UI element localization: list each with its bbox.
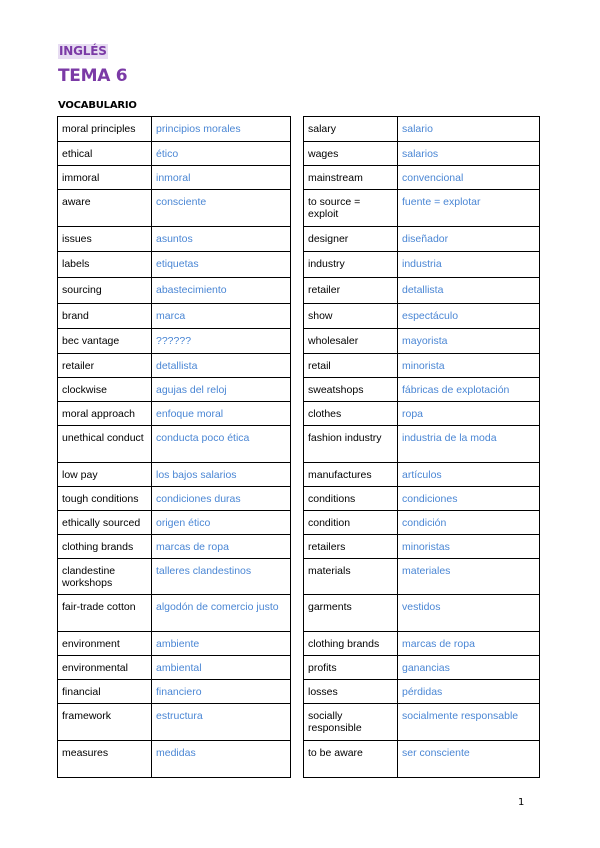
spanish-translation: ambiental (152, 656, 291, 680)
table-row (58, 166, 291, 190)
spanish-translation: principios morales (152, 117, 291, 142)
english-term: low pay (58, 463, 152, 487)
english-term: designer (304, 227, 398, 252)
table-row (304, 304, 540, 329)
english-term: to source = exploit (304, 190, 398, 227)
table-row (304, 278, 540, 304)
table-row (304, 632, 540, 656)
table-row (304, 535, 540, 559)
english-term: losses (304, 680, 398, 704)
table-row (58, 278, 291, 304)
spanish-translation: ganancias (398, 656, 540, 680)
english-term: ethically sourced (58, 511, 152, 535)
table-row (58, 463, 291, 487)
spanish-translation: abastecimiento (152, 278, 291, 304)
vocabulary-table-left (57, 116, 291, 778)
spanish-translation: detallista (398, 278, 540, 304)
spanish-translation: medidas (152, 741, 291, 778)
english-term: mainstream (304, 166, 398, 190)
english-term: financial (58, 680, 152, 704)
table-row (304, 680, 540, 704)
table-row (304, 142, 540, 166)
table-row (58, 704, 291, 741)
page-number: 1 (518, 797, 525, 808)
spanish-translation: industria (398, 252, 540, 278)
table-row (304, 252, 540, 278)
table-row (304, 329, 540, 354)
spanish-translation: inmoral (152, 166, 291, 190)
spanish-translation: ropa (398, 402, 540, 426)
spanish-translation: origen ético (152, 511, 291, 535)
table-row (304, 463, 540, 487)
table-row (304, 741, 540, 778)
table-row (58, 304, 291, 329)
spanish-translation: pérdidas (398, 680, 540, 704)
table-row (58, 426, 291, 463)
table-row (58, 680, 291, 704)
table-row (304, 354, 540, 378)
english-term: retailer (304, 278, 398, 304)
table-row (304, 487, 540, 511)
table-row (58, 190, 291, 227)
table-row (304, 559, 540, 595)
spanish-translation: marca (152, 304, 291, 329)
spanish-translation: estructura (152, 704, 291, 741)
table-row (58, 595, 291, 632)
spanish-translation: artículos (398, 463, 540, 487)
english-term: clockwise (58, 378, 152, 402)
table-row (304, 704, 540, 741)
english-term: materials (304, 559, 398, 595)
spanish-translation: ambiente (152, 632, 291, 656)
table-row (304, 117, 540, 142)
spanish-translation: enfoque moral (152, 402, 291, 426)
spanish-translation: etiquetas (152, 252, 291, 278)
section-heading: VOCABULARIO (58, 100, 137, 111)
spanish-translation: diseñador (398, 227, 540, 252)
spanish-translation: marcas de ropa (152, 535, 291, 559)
english-term: socially responsible (304, 704, 398, 741)
english-term: retailer (58, 354, 152, 378)
spanish-translation: materiales (398, 559, 540, 595)
spanish-translation: consciente (152, 190, 291, 227)
table-row (304, 378, 540, 402)
spanish-translation: salario (398, 117, 540, 142)
spanish-translation: espectáculo (398, 304, 540, 329)
english-term: wages (304, 142, 398, 166)
table-row (304, 402, 540, 426)
table-row (58, 511, 291, 535)
english-term: issues (58, 227, 152, 252)
table-row (58, 117, 291, 142)
spanish-translation: condiciones duras (152, 487, 291, 511)
english-term: moral principles (58, 117, 152, 142)
english-term: tough conditions (58, 487, 152, 511)
spanish-translation: ?????? (152, 329, 291, 354)
english-term: industry (304, 252, 398, 278)
english-term: environment (58, 632, 152, 656)
spanish-translation: los bajos salarios (152, 463, 291, 487)
english-term: to be aware (304, 741, 398, 778)
english-term: clothing brands (304, 632, 398, 656)
english-term: retail (304, 354, 398, 378)
spanish-translation: agujas del reloj (152, 378, 291, 402)
table-row (304, 426, 540, 463)
english-term: brand (58, 304, 152, 329)
english-term: environmental (58, 656, 152, 680)
english-term: clothes (304, 402, 398, 426)
table-row (58, 741, 291, 778)
spanish-translation: mayorista (398, 329, 540, 354)
english-term: show (304, 304, 398, 329)
english-term: condition (304, 511, 398, 535)
table-row (58, 329, 291, 354)
english-term: garments (304, 595, 398, 632)
english-term: immoral (58, 166, 152, 190)
table-row (304, 190, 540, 227)
table-row (58, 378, 291, 402)
spanish-translation: minorista (398, 354, 540, 378)
spanish-translation: conducta poco ética (152, 426, 291, 463)
english-term: sourcing (58, 278, 152, 304)
english-term: moral approach (58, 402, 152, 426)
table-row (58, 487, 291, 511)
table-row (58, 632, 291, 656)
spanish-translation: fuente = explotar (398, 190, 540, 227)
english-term: fashion industry (304, 426, 398, 463)
english-term: sweatshops (304, 378, 398, 402)
spanish-translation: condiciones (398, 487, 540, 511)
vocabulary-table-right (303, 116, 540, 778)
english-term: manufactures (304, 463, 398, 487)
english-term: labels (58, 252, 152, 278)
spanish-translation: financiero (152, 680, 291, 704)
spanish-translation: vestidos (398, 595, 540, 632)
spanish-translation: ser consciente (398, 741, 540, 778)
english-term: ethical (58, 142, 152, 166)
spanish-translation: convencional (398, 166, 540, 190)
table-row (58, 142, 291, 166)
english-term: bec vantage (58, 329, 152, 354)
english-term: aware (58, 190, 152, 227)
topic-heading: TEMA 6 (58, 66, 128, 86)
english-term: measures (58, 741, 152, 778)
english-term: wholesaler (304, 329, 398, 354)
spanish-translation: algodón de comercio justo (152, 595, 291, 632)
english-term: clothing brands (58, 535, 152, 559)
english-term: framework (58, 704, 152, 741)
english-term: profits (304, 656, 398, 680)
table-row (58, 354, 291, 378)
subject-heading: INGLÉS (59, 44, 107, 58)
spanish-translation: asuntos (152, 227, 291, 252)
spanish-translation: salarios (398, 142, 540, 166)
english-term: clandestine workshops (58, 559, 152, 595)
table-row (304, 166, 540, 190)
spanish-translation: fábricas de explotación (398, 378, 540, 402)
spanish-translation: marcas de ropa (398, 632, 540, 656)
spanish-translation: condición (398, 511, 540, 535)
spanish-translation: industria de la moda (398, 426, 540, 463)
table-row (58, 656, 291, 680)
english-term: unethical conduct (58, 426, 152, 463)
spanish-translation: detallista (152, 354, 291, 378)
table-row (304, 511, 540, 535)
spanish-translation: talleres clandestinos (152, 559, 291, 595)
spanish-translation: ético (152, 142, 291, 166)
english-term: salary (304, 117, 398, 142)
table-row (304, 595, 540, 632)
table-row (58, 402, 291, 426)
table-row (58, 252, 291, 278)
table-row (304, 227, 540, 252)
english-term: fair-trade cotton (58, 595, 152, 632)
spanish-translation: minoristas (398, 535, 540, 559)
table-row (58, 559, 291, 595)
table-row (58, 227, 291, 252)
english-term: retailers (304, 535, 398, 559)
table-row (304, 656, 540, 680)
table-row (58, 535, 291, 559)
spanish-translation: socialmente responsable (398, 704, 540, 741)
english-term: conditions (304, 487, 398, 511)
